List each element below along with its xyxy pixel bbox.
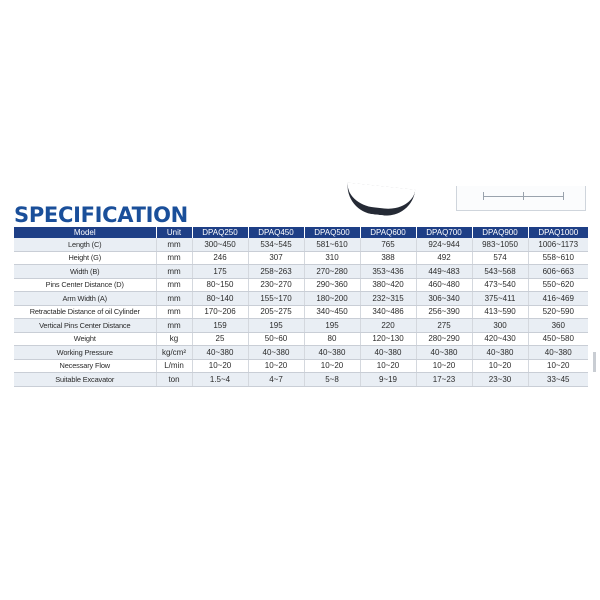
unit-cell: mm [156,305,192,319]
table-row [14,265,588,279]
value-cell: 80~150 [192,278,248,292]
header-model: Model [14,227,156,238]
header-model-dpaq450: DPAQ450 [248,227,304,238]
value-cell: 180~200 [304,292,360,306]
header-model-dpaq1000: DPAQ1000 [528,227,588,238]
page-title: SPECIFICATION [14,203,188,227]
value-cell: 550~620 [528,278,588,292]
value-cell: 10~20 [304,359,360,373]
table-row [14,332,588,346]
table-row [14,359,588,373]
row-label: Weight [14,332,156,346]
unit-cell: kg/cm² [156,346,192,360]
row-label: Arm Width (A) [14,292,156,306]
value-cell: 360 [528,319,588,333]
row-label: Necessary Flow [14,359,156,373]
value-cell: 413~590 [472,305,528,319]
value-cell: 460~480 [416,278,472,292]
table-row [14,373,588,387]
value-cell: 40~380 [360,346,416,360]
value-cell: 270~280 [304,265,360,279]
value-cell: 581~610 [304,238,360,251]
value-cell: 280~290 [416,332,472,346]
unit-cell: ton [156,373,192,387]
value-cell: 449~483 [416,265,472,279]
table-body [14,238,588,386]
value-cell: 765 [360,238,416,251]
table-row [14,305,588,319]
value-cell: 205~275 [248,305,304,319]
value-cell: 924~944 [416,238,472,251]
row-label: Vertical Pins Center Distance [14,319,156,333]
row-label: Width (B) [14,265,156,279]
value-cell: 275 [416,319,472,333]
value-cell: 10~20 [192,359,248,373]
value-cell: 246 [192,251,248,265]
value-cell: 340~450 [304,305,360,319]
value-cell: 983~1050 [472,238,528,251]
value-cell: 40~380 [248,346,304,360]
value-cell: 80~140 [192,292,248,306]
header-model-dpaq900: DPAQ900 [472,227,528,238]
header-model-dpaq250: DPAQ250 [192,227,248,238]
unit-cell: mm [156,292,192,306]
value-cell: 258~263 [248,265,304,279]
specification-table [14,227,588,387]
table-row [14,292,588,306]
value-cell: 175 [192,265,248,279]
value-cell: 307 [248,251,304,265]
row-label: Pins Center Distance (D) [14,278,156,292]
value-cell: 290~360 [304,278,360,292]
value-cell: 10~20 [528,359,588,373]
value-cell: 520~590 [528,305,588,319]
value-cell: 310 [304,251,360,265]
value-cell: 4~7 [248,373,304,387]
value-cell: 473~540 [472,278,528,292]
value-cell: 170~206 [192,305,248,319]
value-cell: 50~60 [248,332,304,346]
unit-cell: mm [156,265,192,279]
scrollbar-fragment [593,352,596,372]
header-model-dpaq500: DPAQ500 [304,227,360,238]
value-cell: 558~610 [528,251,588,265]
row-label: Suitable Excavator [14,373,156,387]
value-cell: 10~20 [360,359,416,373]
unit-cell: mm [156,251,192,265]
value-cell: 10~20 [472,359,528,373]
technical-drawing-fragment [456,186,586,211]
unit-cell: L/min [156,359,192,373]
value-cell: 256~390 [416,305,472,319]
value-cell: 5~8 [304,373,360,387]
value-cell: 534~545 [248,238,304,251]
value-cell: 232~315 [360,292,416,306]
value-cell: 340~486 [360,305,416,319]
value-cell: 1.5~4 [192,373,248,387]
header-unit: Unit [156,227,192,238]
value-cell: 300 [472,319,528,333]
value-cell: 300~450 [192,238,248,251]
table-row [14,251,588,265]
value-cell: 375~411 [472,292,528,306]
value-cell: 40~380 [528,346,588,360]
table-row [14,238,588,251]
value-cell: 195 [304,319,360,333]
table-header-row [14,227,588,238]
value-cell: 1006~1173 [528,238,588,251]
value-cell: 23~30 [472,373,528,387]
value-cell: 40~380 [472,346,528,360]
value-cell: 80 [304,332,360,346]
value-cell: 420~430 [472,332,528,346]
value-cell: 33~45 [528,373,588,387]
value-cell: 40~380 [416,346,472,360]
value-cell: 353~436 [360,265,416,279]
value-cell: 40~380 [192,346,248,360]
row-label: Height (G) [14,251,156,265]
value-cell: 25 [192,332,248,346]
value-cell: 10~20 [416,359,472,373]
value-cell: 606~663 [528,265,588,279]
value-cell: 380~420 [360,278,416,292]
value-cell: 450~580 [528,332,588,346]
value-cell: 492 [416,251,472,265]
table-row [14,346,588,360]
value-cell: 306~340 [416,292,472,306]
value-cell: 155~170 [248,292,304,306]
unit-cell: mm [156,319,192,333]
value-cell: 416~469 [528,292,588,306]
row-label: Length (C) [14,238,156,251]
value-cell: 220 [360,319,416,333]
value-cell: 17~23 [416,373,472,387]
value-cell: 159 [192,319,248,333]
value-cell: 388 [360,251,416,265]
value-cell: 543~568 [472,265,528,279]
table-header [14,227,588,238]
value-cell: 10~20 [248,359,304,373]
value-cell: 9~19 [360,373,416,387]
value-cell: 40~380 [304,346,360,360]
table-row [14,278,588,292]
value-cell: 230~270 [248,278,304,292]
unit-cell: kg [156,332,192,346]
table-row [14,319,588,333]
value-cell: 120~130 [360,332,416,346]
value-cell: 574 [472,251,528,265]
value-cell: 195 [248,319,304,333]
unit-cell: mm [156,238,192,251]
header-model-dpaq700: DPAQ700 [416,227,472,238]
unit-cell: mm [156,278,192,292]
product-image-fragment [345,183,416,219]
row-label: Retractable Distance of oil Cylinder [14,305,156,319]
row-label: Working Pressure [14,346,156,360]
header-model-dpaq600: DPAQ600 [360,227,416,238]
